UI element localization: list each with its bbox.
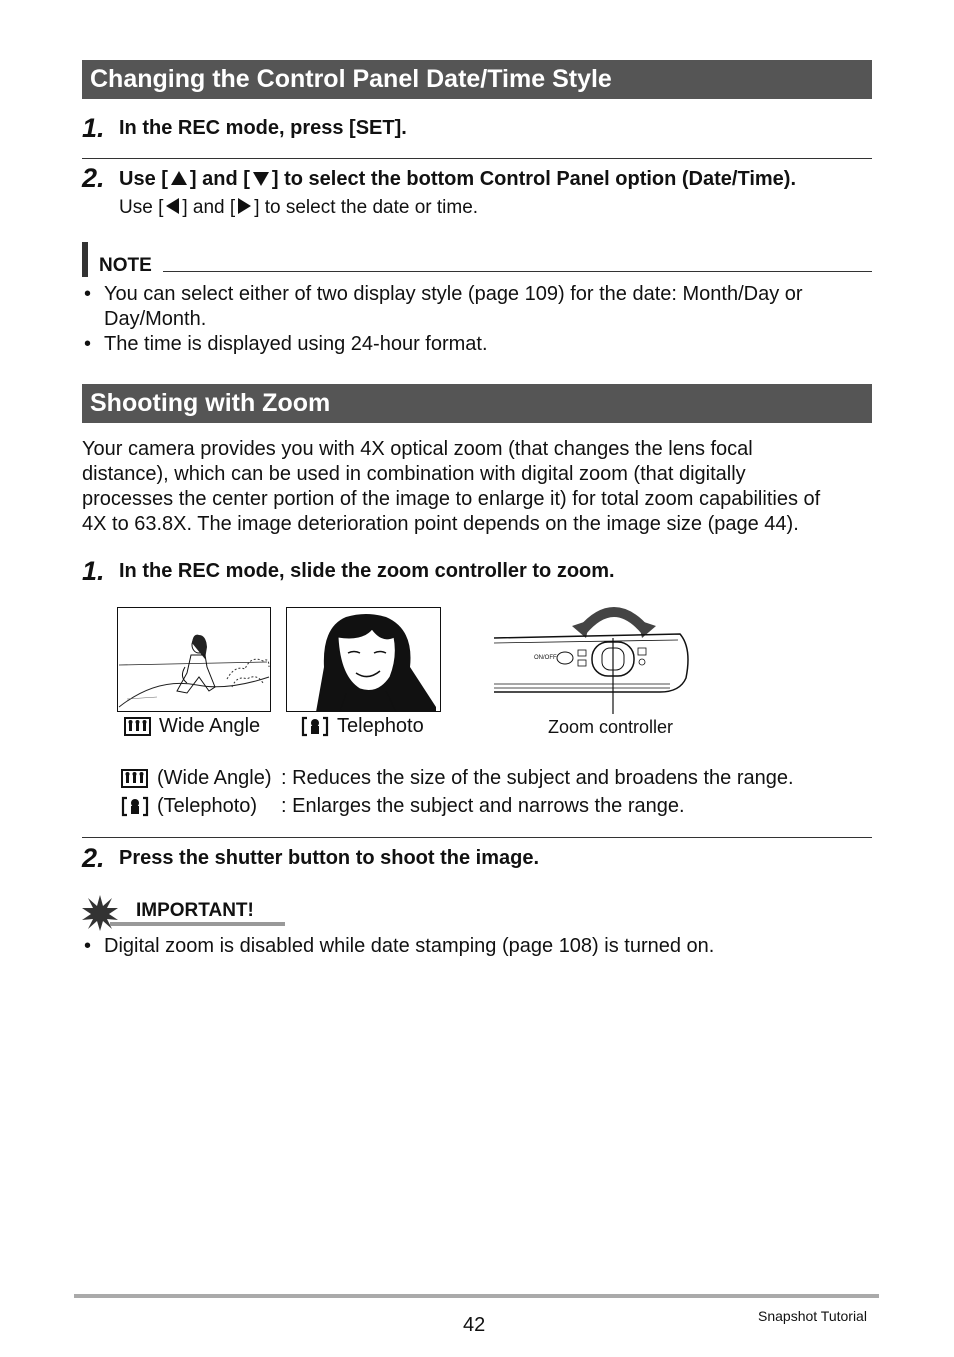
intro-line: Your camera provides you with 4X optical zoom (that changes the lens focal (82, 438, 753, 460)
note-item: You can select either of two display style (page 109) for the date: Month/Day or (104, 283, 803, 305)
note-item: Day/Month. (104, 308, 207, 330)
bullet: • (84, 333, 92, 355)
note-rule (163, 271, 872, 272)
note-item: The time is displayed using 24-hour format. (104, 333, 488, 355)
subtext-part: Use [ (119, 197, 164, 218)
step-text (119, 167, 796, 191)
right-arrow-icon (238, 198, 251, 214)
intro-line: 4X to 63.8X. The image deterioration point depends on the image size (page 44). (82, 513, 799, 535)
intro-line: processes the center portion of the image to enlarge it) for total zoom capabilities of (82, 488, 821, 510)
legend-tele-desc: : Enlarges the subject and narrows the range. (281, 795, 685, 817)
step-divider (82, 837, 872, 838)
telephoto-icon (121, 796, 149, 817)
wide-angle-photo (117, 607, 271, 712)
wide-angle-caption: Wide Angle (159, 715, 261, 737)
step-text-part: ] to select the bottom Control Panel option (Date/Time). (271, 168, 796, 190)
telephoto-photo (286, 607, 441, 712)
step-text: In the REC mode, slide the zoom controller to zoom. (119, 560, 615, 582)
step-number: 2. (82, 163, 105, 193)
footer-rule (74, 1294, 879, 1298)
step-text: In the REC mode, press [SET]. (119, 117, 407, 139)
important-rule (110, 922, 285, 926)
important-item: Digital zoom is disabled while date stamping (page 108) is turned on. (104, 935, 715, 957)
important-label: IMPORTANT! (136, 900, 254, 921)
subtext-part: ] and [ (182, 197, 236, 218)
telephoto-icon (301, 716, 329, 737)
telephoto-caption: Telephoto (337, 715, 424, 737)
bullet: • (84, 283, 92, 305)
onoff-label: ON/OFF (534, 655, 557, 661)
legend-tele-label: (Telephoto) (157, 795, 258, 817)
step-number: 1. (82, 556, 105, 586)
section-title-datetime-style: Changing the Control Panel Date/Time Style (82, 60, 872, 99)
section-title-zoom: Shooting with Zoom (82, 384, 872, 423)
step-number: 2. (82, 843, 105, 873)
bullet: • (84, 935, 92, 957)
step-text: Press the shutter button to shoot the image. (119, 847, 540, 869)
subtext-part: ] to select the date or time. (254, 197, 479, 218)
note-label: NOTE (99, 255, 152, 276)
step-subtext (119, 195, 478, 220)
wide-angle-icon (124, 717, 151, 736)
wide-angle-icon (121, 769, 148, 788)
step-text-part: Use [ (119, 168, 168, 190)
camera-illustration (490, 598, 695, 716)
step-divider (82, 158, 872, 159)
up-arrow-icon (171, 171, 187, 185)
zoom-controller-caption: Zoom controller (548, 717, 674, 737)
step-number: 1. (82, 113, 105, 143)
footer-section-title: Snapshot Tutorial (758, 1308, 867, 1324)
page-number: 42 (463, 1314, 486, 1336)
step-text-part: ] and [ (189, 168, 250, 190)
legend-wide-desc: : Reduces the size of the subject and broadens the range. (281, 767, 794, 789)
intro-line: distance), which can be used in combination with digital zoom (that digitally (82, 463, 746, 485)
legend-wide-label: (Wide Angle) (157, 767, 272, 789)
note-marker (82, 242, 88, 277)
down-arrow-icon (253, 172, 269, 186)
left-arrow-icon (166, 198, 179, 214)
